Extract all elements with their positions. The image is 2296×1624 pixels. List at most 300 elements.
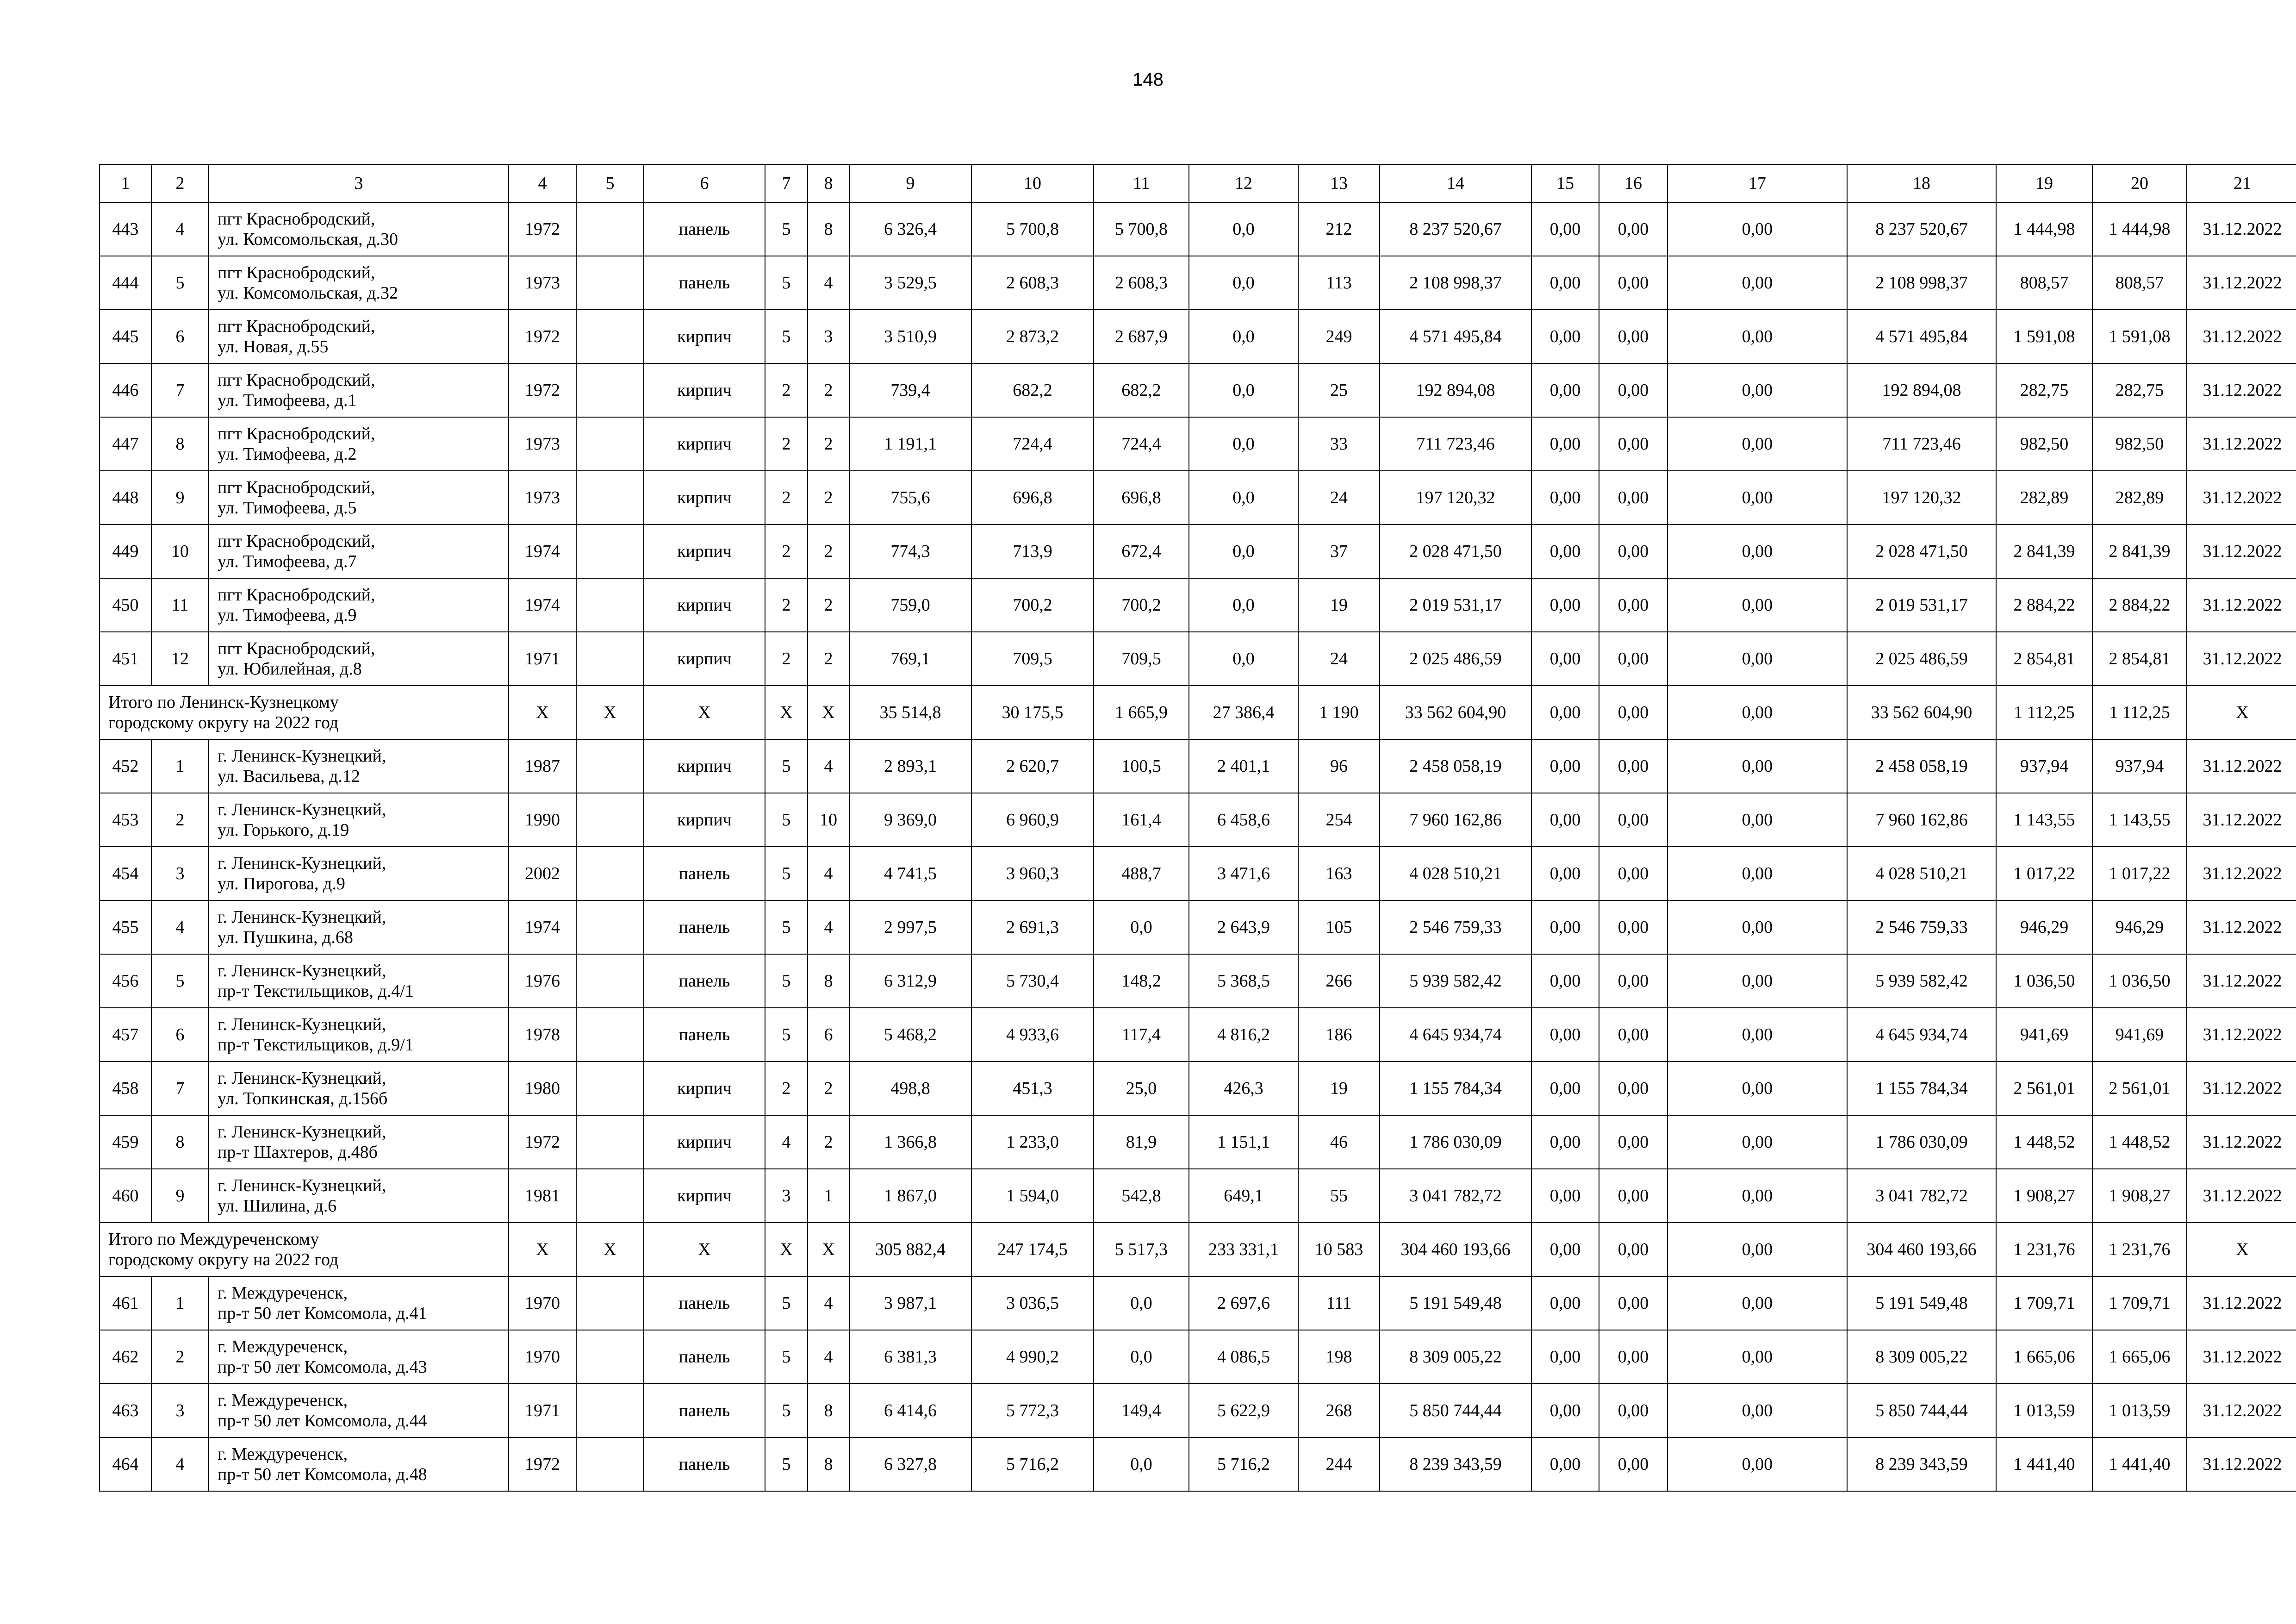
table-cell: 1974 (509, 525, 576, 578)
table-row (100, 1384, 2296, 1437)
table-cell: 0,00 (1668, 417, 1847, 471)
table-cell: 2 108 998,37 (1847, 256, 1996, 310)
table-cell: 0,00 (1668, 1115, 1847, 1169)
table-cell: 0,00 (1668, 1062, 1847, 1115)
table-cell: 111 (1298, 1276, 1380, 1330)
table-cell: 1 143,55 (2092, 793, 2187, 847)
header-cell: 13 (1298, 164, 1380, 202)
table-cell: X (576, 1223, 644, 1276)
table-cell: 1 786 030,09 (1847, 1115, 1996, 1169)
table-cell: 1971 (509, 632, 576, 686)
table-cell: 0,00 (1531, 471, 1599, 525)
table-cell: 5 (765, 739, 808, 793)
table-cell: 1973 (509, 417, 576, 471)
table-cell: 31.12.2022 (2187, 310, 2296, 363)
table-cell: 0,00 (1668, 1223, 1847, 1276)
table-cell: 0,0 (1189, 256, 1298, 310)
table-cell: 31.12.2022 (2187, 525, 2296, 578)
table-cell: 462 (100, 1330, 151, 1384)
header-cell: 10 (971, 164, 1094, 202)
table-cell: 10 (151, 525, 209, 578)
table-cell: 8 (808, 954, 849, 1008)
table-cell: 31.12.2022 (2187, 471, 2296, 525)
table-cell: 4 (151, 900, 209, 954)
table-cell (576, 1115, 644, 1169)
table-cell: 769,1 (849, 632, 971, 686)
table-cell: 31.12.2022 (2187, 1115, 2296, 1169)
table-cell: кирпич (644, 417, 765, 471)
table-cell: 700,2 (971, 578, 1094, 632)
table-cell: 1 017,22 (1996, 847, 2092, 900)
table-cell: 149,4 (1094, 1384, 1189, 1437)
table-cell: 1 366,8 (849, 1115, 971, 1169)
table-cell: 100,5 (1094, 739, 1189, 793)
table-cell: 4 028 510,21 (1380, 847, 1531, 900)
header-cell: 7 (765, 164, 808, 202)
table-cell: 2 854,81 (1996, 632, 2092, 686)
table-cell: 0,00 (1599, 417, 1668, 471)
table-cell: г. Ленинск-Кузнецкий, пр-т Текстильщиков, д.9/1 (209, 1008, 509, 1062)
header-cell: 20 (2092, 164, 2187, 202)
table-cell: 463 (100, 1384, 151, 1437)
table-cell: 4 (808, 739, 849, 793)
table-cell: 1 112,25 (1996, 686, 2092, 739)
table-cell: 1974 (509, 900, 576, 954)
table-cell: 0,00 (1531, 1062, 1599, 1115)
table-cell (576, 417, 644, 471)
table-cell: кирпич (644, 793, 765, 847)
table-cell: 449 (100, 525, 151, 578)
table-cell: 5 191 549,48 (1847, 1276, 1996, 1330)
table-cell: 2 (151, 793, 209, 847)
table-cell: 0,00 (1531, 1115, 1599, 1169)
table-row (100, 525, 2296, 578)
table-cell: 4 (808, 847, 849, 900)
table-cell: 0,00 (1531, 1223, 1599, 1276)
table-cell: 282,75 (1996, 363, 2092, 417)
table-cell: 3 (151, 1384, 209, 1437)
table-cell: панель (644, 1384, 765, 1437)
table-cell: 4 (808, 256, 849, 310)
table-cell: 0,00 (1599, 256, 1668, 310)
table-cell: 0,00 (1668, 739, 1847, 793)
table-cell: кирпич (644, 525, 765, 578)
table-cell: 450 (100, 578, 151, 632)
table-cell: 1 151,1 (1189, 1115, 1298, 1169)
table-cell: 713,9 (971, 525, 1094, 578)
table-cell: 459 (100, 1115, 151, 1169)
table-cell: 247 174,5 (971, 1223, 1094, 1276)
table-row (100, 1330, 2296, 1384)
table-cell: 31.12.2022 (2187, 202, 2296, 256)
table-cell: 148,2 (1094, 954, 1189, 1008)
table-cell: 31.12.2022 (2187, 1276, 2296, 1330)
table-cell: 8 (151, 1115, 209, 1169)
table-cell: 5 730,4 (971, 954, 1094, 1008)
table-cell: 31.12.2022 (2187, 1169, 2296, 1223)
table-cell: 3 529,5 (849, 256, 971, 310)
table-cell: 8 (808, 202, 849, 256)
table-cell: 1 191,1 (849, 417, 971, 471)
table-cell: 2 (808, 578, 849, 632)
table-cell: 5 (765, 310, 808, 363)
table-row (100, 417, 2296, 471)
table-cell: панель (644, 900, 765, 954)
table-cell: 0,0 (1189, 525, 1298, 578)
table-cell: 755,6 (849, 471, 971, 525)
table-cell: 464 (100, 1437, 151, 1491)
table-cell: 2 025 486,59 (1847, 632, 1996, 686)
table-cell: 197 120,32 (1380, 471, 1531, 525)
header-cell: 14 (1380, 164, 1531, 202)
table-cell: 682,2 (971, 363, 1094, 417)
table-row (100, 1437, 2296, 1491)
table-cell: 0,00 (1531, 578, 1599, 632)
table-cell: 5 (151, 256, 209, 310)
table-cell: 37 (1298, 525, 1380, 578)
table-row (100, 793, 2296, 847)
header-cell: 19 (1996, 164, 2092, 202)
table-cell: 5 191 549,48 (1380, 1276, 1531, 1330)
table-cell: 2 028 471,50 (1380, 525, 1531, 578)
table-cell: панель (644, 202, 765, 256)
housing-table (99, 164, 2296, 1492)
table-cell: 1 017,22 (2092, 847, 2187, 900)
table-cell: пгт Краснобродский, ул. Комсомольская, д.32 (209, 256, 509, 310)
table-cell: 1976 (509, 954, 576, 1008)
table-cell: 268 (1298, 1384, 1380, 1437)
table-cell: 2 608,3 (971, 256, 1094, 310)
table-cell: 452 (100, 739, 151, 793)
table-cell: 982,50 (2092, 417, 2187, 471)
table-cell: 2 458 058,19 (1847, 739, 1996, 793)
table-cell: 0,00 (1668, 310, 1847, 363)
table-cell (576, 1276, 644, 1330)
table-row (100, 847, 2296, 900)
table-cell: г. Междуреченск, пр-т 50 лет Комсомола, д.43 (209, 1330, 509, 1384)
table-cell: 3 960,3 (971, 847, 1094, 900)
table-cell: 33 (1298, 417, 1380, 471)
table-cell: 0,00 (1531, 900, 1599, 954)
page-number: 148 (1132, 69, 1164, 90)
table-cell: 0,00 (1531, 1330, 1599, 1384)
table-row (100, 310, 2296, 363)
table-cell: 0,0 (1189, 417, 1298, 471)
table-cell: 0,00 (1531, 632, 1599, 686)
table-cell: кирпич (644, 1169, 765, 1223)
table-cell: г. Ленинск-Кузнецкий, ул. Пушкина, д.68 (209, 900, 509, 954)
table-cell (576, 1169, 644, 1223)
table-cell: 6 (808, 1008, 849, 1062)
table-cell: X (765, 686, 808, 739)
table-cell: 448 (100, 471, 151, 525)
table-cell: 4 816,2 (1189, 1008, 1298, 1062)
table-cell: 1 112,25 (2092, 686, 2187, 739)
table-cell: 1990 (509, 793, 576, 847)
table-cell: 2 019 531,17 (1847, 578, 1996, 632)
table-cell: 1 709,71 (2092, 1276, 2187, 1330)
table-cell: 0,00 (1599, 1062, 1668, 1115)
table-cell: 1987 (509, 739, 576, 793)
table-row (100, 954, 2296, 1008)
table-cell: 33 562 604,90 (1380, 686, 1531, 739)
table-cell: 0,00 (1599, 632, 1668, 686)
table-cell: 5 (765, 793, 808, 847)
table-cell: 0,00 (1599, 1276, 1668, 1330)
table-cell: 0,00 (1599, 525, 1668, 578)
table-cell: 163 (1298, 847, 1380, 900)
table-cell: 0,00 (1531, 1169, 1599, 1223)
table-cell: 2 (808, 471, 849, 525)
table-cell (576, 578, 644, 632)
table-cell: 1972 (509, 363, 576, 417)
table-cell: 233 331,1 (1189, 1223, 1298, 1276)
table-cell: г. Ленинск-Кузнецкий, пр-т Текстильщиков, д.4/1 (209, 954, 509, 1008)
table-cell: 0,00 (1668, 256, 1847, 310)
table-cell: пгт Краснобродский, ул. Комсомольская, д.30 (209, 202, 509, 256)
table-cell: 443 (100, 202, 151, 256)
table-cell: 2 (765, 471, 808, 525)
table-row (100, 202, 2296, 256)
table-cell: 7 960 162,86 (1380, 793, 1531, 847)
header-cell: 1 (100, 164, 151, 202)
table-cell: 696,8 (1094, 471, 1189, 525)
table-cell: 31.12.2022 (2187, 954, 2296, 1008)
table-cell (576, 793, 644, 847)
table-cell: 11 (151, 578, 209, 632)
table-cell: 1972 (509, 202, 576, 256)
table-cell: 0,00 (1668, 1437, 1847, 1491)
table-cell: 46 (1298, 1115, 1380, 1169)
table-cell: 31.12.2022 (2187, 578, 2296, 632)
table-row (100, 1276, 2296, 1330)
table-cell: г. Ленинск-Кузнецкий, ул. Топкинская, д.156б (209, 1062, 509, 1115)
header-cell: 4 (509, 164, 576, 202)
table-cell: 0,0 (1094, 900, 1189, 954)
table-cell: X (765, 1223, 808, 1276)
table-cell: 0,00 (1599, 578, 1668, 632)
table-cell: 55 (1298, 1169, 1380, 1223)
table-cell: 3 510,9 (849, 310, 971, 363)
table-cell: г. Ленинск-Кузнецкий, ул. Васильева, д.12 (209, 739, 509, 793)
table-cell: 35 514,8 (849, 686, 971, 739)
table-cell: 2 (765, 578, 808, 632)
table-cell: панель (644, 954, 765, 1008)
table-cell: 6 (151, 1008, 209, 1062)
table-cell: 186 (1298, 1008, 1380, 1062)
table-cell: 1 233,0 (971, 1115, 1094, 1169)
table-cell: 1971 (509, 1384, 576, 1437)
table-cell: 31.12.2022 (2187, 363, 2296, 417)
table-cell: 1980 (509, 1062, 576, 1115)
table-cell: 0,0 (1189, 471, 1298, 525)
table-cell: 282,89 (2092, 471, 2187, 525)
table-cell: панель (644, 1276, 765, 1330)
table-cell: 1 155 784,34 (1380, 1062, 1531, 1115)
table-cell: X (2187, 686, 2296, 739)
table-row (100, 256, 2296, 310)
table-cell: 724,4 (1094, 417, 1189, 471)
table-cell: 2 458 058,19 (1380, 739, 1531, 793)
table-cell: 244 (1298, 1437, 1380, 1491)
table-cell: 461 (100, 1276, 151, 1330)
table-cell: X (808, 1223, 849, 1276)
table-cell: 3 036,5 (971, 1276, 1094, 1330)
table-cell: 700,2 (1094, 578, 1189, 632)
table-cell: пгт Краснобродский, ул. Тимофеева, д.2 (209, 417, 509, 471)
table-cell: 0,00 (1599, 847, 1668, 900)
table-cell (576, 256, 644, 310)
table-cell: 711 723,46 (1380, 417, 1531, 471)
table-cell: 5 (765, 1437, 808, 1491)
table-cell: 6 327,8 (849, 1437, 971, 1491)
table-cell: 31.12.2022 (2187, 1437, 2296, 1491)
table-cell: 0,00 (1531, 954, 1599, 1008)
table-cell (576, 1384, 644, 1437)
table-cell: 5 (765, 202, 808, 256)
table-cell: 937,94 (2092, 739, 2187, 793)
table-cell: 1 143,55 (1996, 793, 2092, 847)
table-cell: 1 441,40 (1996, 1437, 2092, 1491)
table-cell (576, 471, 644, 525)
table-cell: 8 (808, 1384, 849, 1437)
table-cell: 5 850 744,44 (1380, 1384, 1531, 1437)
table-cell: 682,2 (1094, 363, 1189, 417)
table-cell: 0,00 (1668, 525, 1847, 578)
table-cell: 649,1 (1189, 1169, 1298, 1223)
header-cell: 21 (2187, 164, 2296, 202)
table-cell: 24 (1298, 471, 1380, 525)
table-cell: 0,00 (1599, 202, 1668, 256)
table-cell: 31.12.2022 (2187, 900, 2296, 954)
table-cell: г. Ленинск-Кузнецкий, ул. Шилина, д.6 (209, 1169, 509, 1223)
table-cell: 31.12.2022 (2187, 793, 2296, 847)
table-cell: 0,0 (1189, 202, 1298, 256)
table-cell: 0,00 (1531, 847, 1599, 900)
table-cell: 5 (765, 954, 808, 1008)
table-cell: 6 458,6 (1189, 793, 1298, 847)
table-cell: г. Ленинск-Кузнецкий, ул. Пирогова, д.9 (209, 847, 509, 900)
table-cell: 1 (151, 739, 209, 793)
table-cell: 5 368,5 (1189, 954, 1298, 1008)
header-cell: 3 (209, 164, 509, 202)
table-cell: 7 960 162,86 (1847, 793, 1996, 847)
table-cell: 2 (765, 417, 808, 471)
table-cell: 1 448,52 (1996, 1115, 2092, 1169)
table-row (100, 1008, 2296, 1062)
table-cell: 2 997,5 (849, 900, 971, 954)
table-cell: 254 (1298, 793, 1380, 847)
table-cell: 4 028 510,21 (1847, 847, 1996, 900)
table-cell: 1 591,08 (1996, 310, 2092, 363)
table-cell: 282,75 (2092, 363, 2187, 417)
table-row (100, 900, 2296, 954)
table-cell: 937,94 (1996, 739, 2092, 793)
table-cell: 8 (808, 1437, 849, 1491)
table-cell: 455 (100, 900, 151, 954)
table-cell: 105 (1298, 900, 1380, 954)
table-cell: 808,57 (2092, 256, 2187, 310)
table-cell: 9 369,0 (849, 793, 971, 847)
table-cell: 0,00 (1668, 578, 1847, 632)
table-cell: 0,00 (1599, 1223, 1668, 1276)
total-label: Итого по Ленинск-Кузнецкому городскому округу на 2022 год (100, 686, 509, 739)
table-cell: 0,00 (1531, 1008, 1599, 1062)
table-cell: 25,0 (1094, 1062, 1189, 1115)
table-cell: 3 041 782,72 (1380, 1169, 1531, 1223)
table-cell: 946,29 (2092, 900, 2187, 954)
table-cell: 2 546 759,33 (1380, 900, 1531, 954)
table-cell: 0,00 (1531, 793, 1599, 847)
table-row (100, 1115, 2296, 1169)
table-cell: 446 (100, 363, 151, 417)
table-cell: 2 873,2 (971, 310, 1094, 363)
table-cell: 0,00 (1531, 1384, 1599, 1437)
table-cell: 8 309 005,22 (1380, 1330, 1531, 1384)
table-cell: 5 716,2 (1189, 1437, 1298, 1491)
table-row (100, 471, 2296, 525)
table-body (100, 164, 2296, 1491)
table-cell: 33 562 604,90 (1847, 686, 1996, 739)
table-cell: 249 (1298, 310, 1380, 363)
table-cell: 1 444,98 (1996, 202, 2092, 256)
table-cell: кирпич (644, 310, 765, 363)
header-cell: 6 (644, 164, 765, 202)
table-cell: 0,00 (1599, 1115, 1668, 1169)
table-cell: 2 687,9 (1094, 310, 1189, 363)
table-cell: 0,00 (1531, 525, 1599, 578)
table-cell: 1973 (509, 256, 576, 310)
table-cell: 2 697,6 (1189, 1276, 1298, 1330)
table-cell: 0,00 (1668, 363, 1847, 417)
table-row (100, 1062, 2296, 1115)
table-cell: 0,00 (1599, 471, 1668, 525)
table-cell: 9 (151, 471, 209, 525)
table-cell: 0,0 (1189, 363, 1298, 417)
table-cell: 4 990,2 (971, 1330, 1094, 1384)
table-cell: 2 025 486,59 (1380, 632, 1531, 686)
table-cell: 305 882,4 (849, 1223, 971, 1276)
table-cell: 2 (765, 363, 808, 417)
table-cell: 1972 (509, 310, 576, 363)
table-cell: 5 622,9 (1189, 1384, 1298, 1437)
table-cell: 1 231,76 (1996, 1223, 2092, 1276)
table-cell: 451 (100, 632, 151, 686)
table-cell: 0,00 (1668, 686, 1847, 739)
table-cell: 9 (151, 1169, 209, 1223)
table-cell (576, 310, 644, 363)
table-cell: 31.12.2022 (2187, 1062, 2296, 1115)
table-cell: 4 (808, 900, 849, 954)
table-cell: 0,00 (1531, 1437, 1599, 1491)
table-cell: 8 237 520,67 (1380, 202, 1531, 256)
table-cell: 2 841,39 (1996, 525, 2092, 578)
table-cell: 2 841,39 (2092, 525, 2187, 578)
table-cell: кирпич (644, 471, 765, 525)
table-cell: 0,00 (1599, 363, 1668, 417)
table-cell: 1 867,0 (849, 1169, 971, 1223)
header-cell: 8 (808, 164, 849, 202)
table-cell: 1 591,08 (2092, 310, 2187, 363)
table-cell: 1 908,27 (2092, 1169, 2187, 1223)
table-cell: 0,00 (1668, 1276, 1847, 1330)
header-cell: 12 (1189, 164, 1298, 202)
table-cell: панель (644, 1008, 765, 1062)
table-cell: кирпич (644, 632, 765, 686)
table-cell: 10 583 (1298, 1223, 1380, 1276)
table-cell: 4 571 495,84 (1380, 310, 1531, 363)
table-cell: пгт Краснобродский, ул. Тимофеева, д.1 (209, 363, 509, 417)
